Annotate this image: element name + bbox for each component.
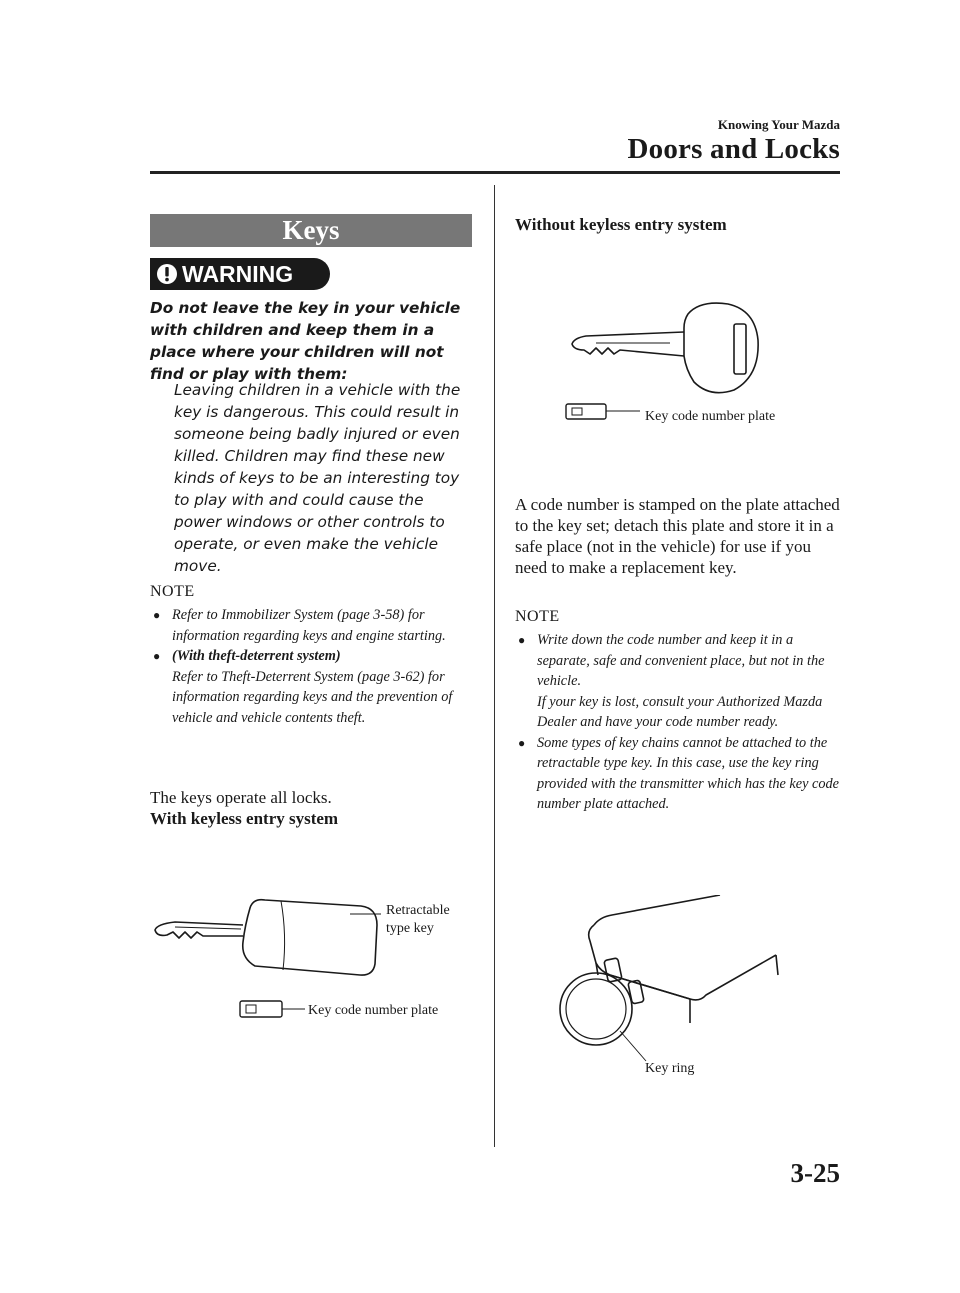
note-label-left: NOTE (150, 583, 195, 600)
bullet-icon: ● (153, 649, 161, 663)
code-number-paragraph: A code number is stamped on the plate attached to the key set; detach this plate and store it in a safe place (not in the vehicle) for use if you need to make a replacement key. (515, 495, 840, 577)
section-title: Doors and Locks (627, 133, 840, 165)
note-text: If your key is lost, consult your Authorized Mazda Dealer and have your code number ready. (537, 693, 823, 730)
warning-heading: Do not leave the key in your vehicle with children and keep them in a place where your children will not find or play with them: (150, 299, 461, 383)
warning-body: Leaving children in a vehicle with the key is dangerous. This could result in someone being badly injured or even killed. Children may find these new kinds of keys to be an interesting toy to play with and could cause the power windows or other controls to operate, or even make the vehicle move. (174, 381, 461, 575)
key-ring-illustration (550, 895, 790, 1065)
note-subtitle: (With theft-deterrent system) (172, 648, 341, 664)
list-item (515, 630, 845, 733)
note-list-left (150, 605, 475, 728)
note-text: Some types of key chains cannot be attached to the retractable type key. In this case, use the key ring provided with the transmitter which has the key code number plate attached. (537, 734, 840, 812)
without-keyless-heading: Without keyless entry system (515, 215, 727, 234)
page-number: 3-25 (790, 1158, 840, 1188)
warning-icon (156, 263, 178, 285)
note-list-right (515, 630, 845, 815)
key-ring-label: Key ring (645, 1061, 695, 1076)
bullet-icon: ● (518, 735, 526, 750)
key-code-plate-label-right: Key code number plate (645, 409, 776, 424)
warning-badge (150, 258, 330, 290)
chapter-name: Knowing Your Mazda (717, 117, 840, 132)
keys-operate-text: The keys operate all locks. (150, 788, 332, 807)
bullet-icon: ● (153, 608, 161, 622)
retractable-key-label-2: type key (386, 921, 434, 936)
list-item (150, 646, 475, 728)
list-item (515, 733, 845, 815)
column-divider (494, 185, 495, 1147)
header-rule (150, 171, 840, 174)
bullet-icon: ● (518, 633, 526, 647)
note-text: Refer to Theft-Deterrent System (page 3-62) for information regarding keys and the prevention of vehicle and vehicle contents theft. (172, 668, 453, 726)
with-keyless-heading: With keyless entry system (150, 809, 339, 828)
note-label-right: NOTE (515, 608, 560, 625)
key-code-plate-label-left: Key code number plate (308, 1003, 439, 1018)
note-text: Write down the code number and keep it in a separate, safe and convenient place, but not in the vehicle. (537, 632, 825, 689)
keys-heading-bar: Keys (150, 214, 472, 247)
retractable-key-label-1: Retractable (386, 903, 450, 918)
list-item (150, 605, 475, 646)
note-text: Refer to Immobilizer System (page 3-58) for information regarding keys and engine starting. (172, 607, 446, 644)
warning-label: WARNING (182, 261, 294, 287)
